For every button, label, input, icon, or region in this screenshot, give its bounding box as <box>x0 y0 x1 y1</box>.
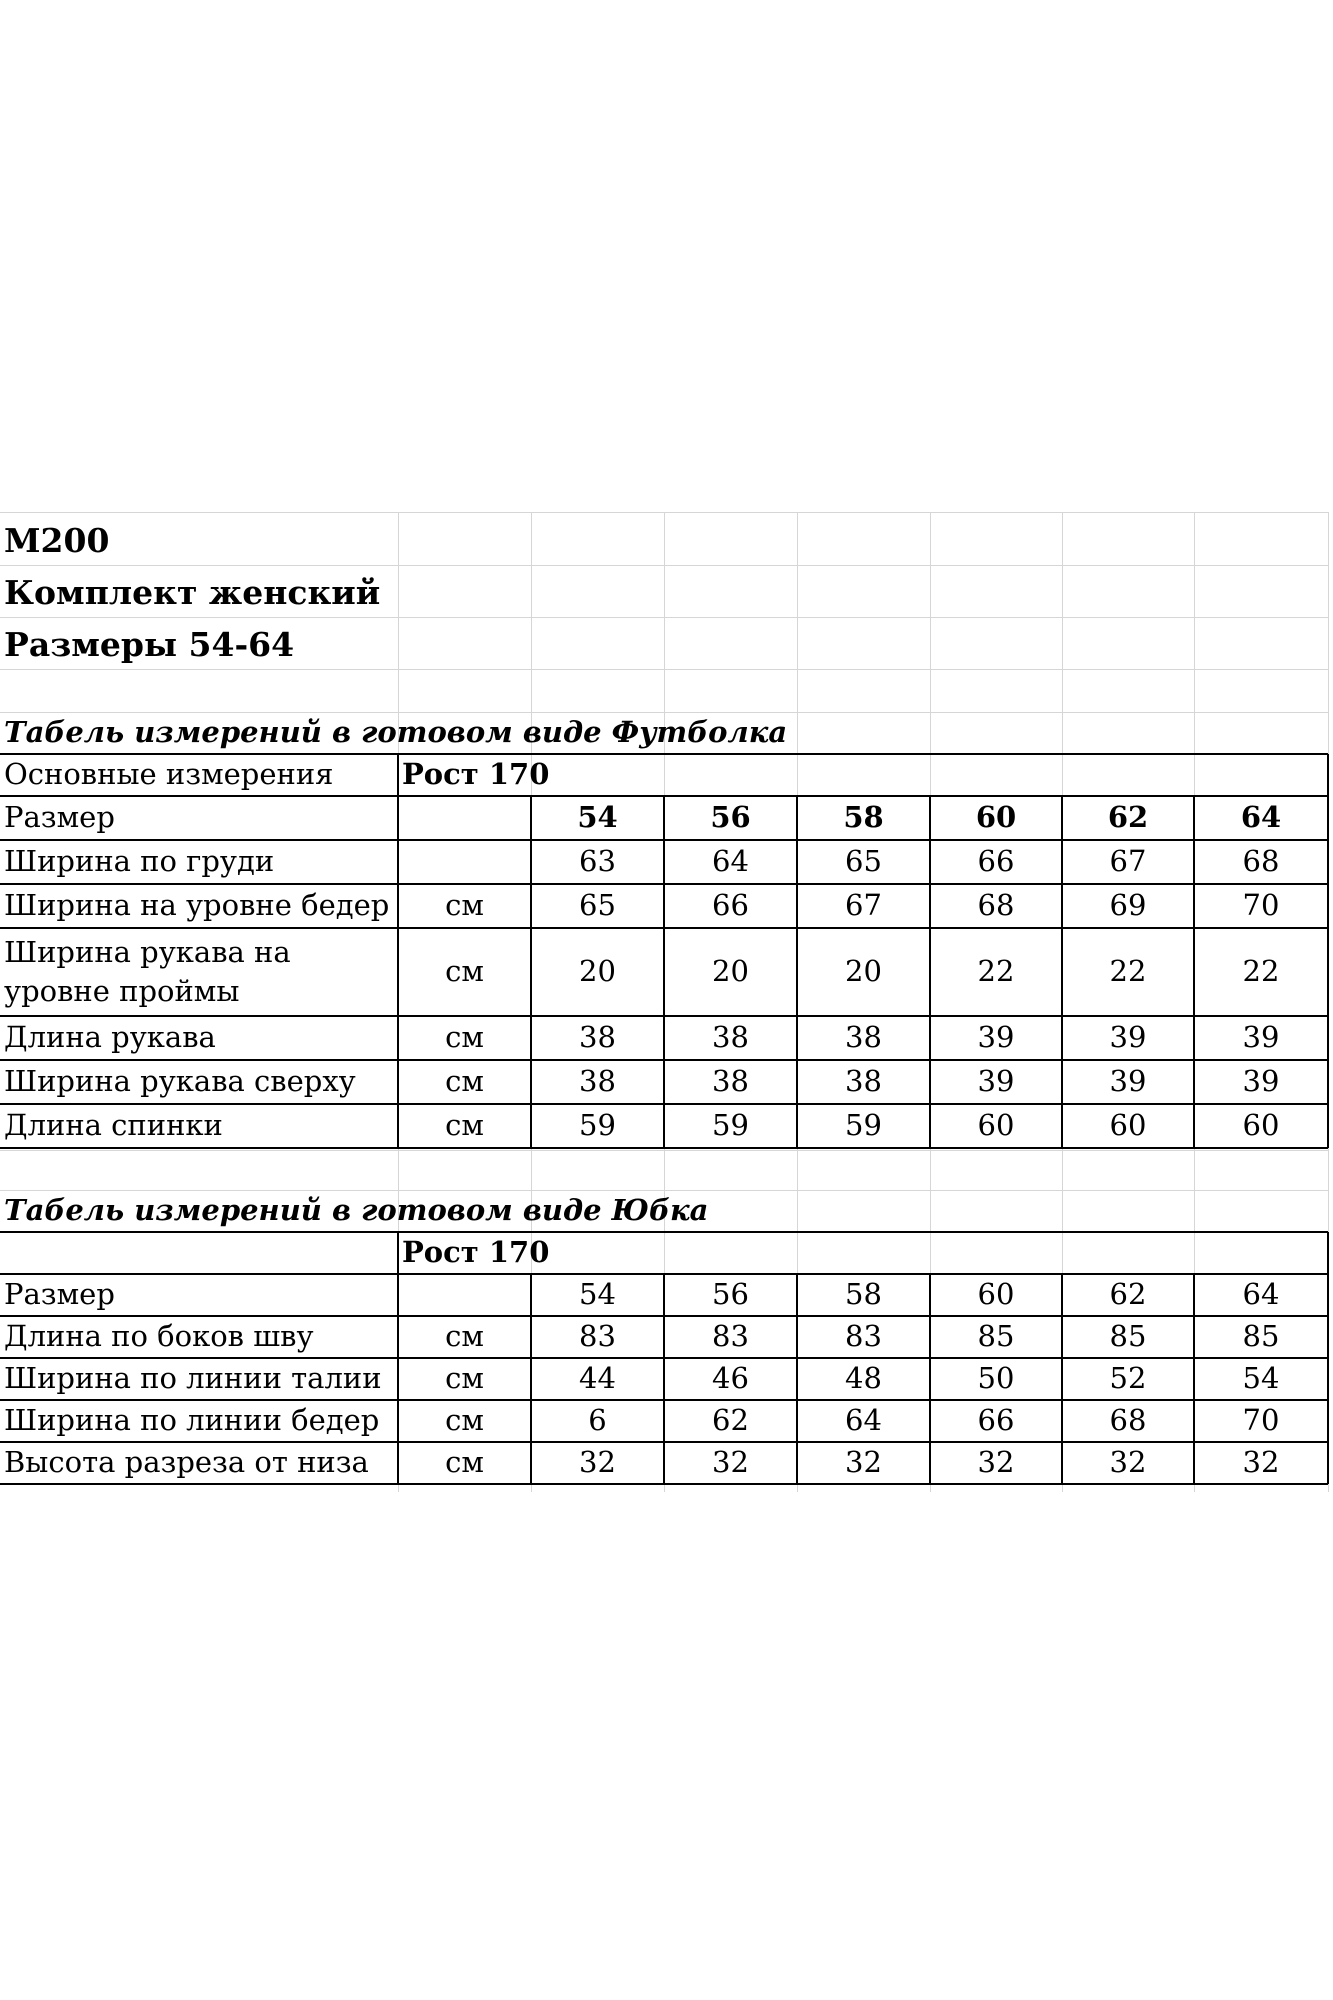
size-value: 83 <box>712 1319 749 1354</box>
size-value: 39 <box>977 1020 1015 1055</box>
table-border <box>397 796 399 1148</box>
row-label: Ширина рукава сверху <box>4 1064 356 1099</box>
table-border <box>1327 796 1329 1148</box>
size-value: 65 <box>845 844 882 879</box>
size-value: 44 <box>579 1361 616 1396</box>
size-value: 22 <box>977 954 1015 989</box>
size-value: 32 <box>1242 1445 1280 1480</box>
size-value: 32 <box>977 1445 1015 1480</box>
size-value: 60 <box>977 1277 1015 1312</box>
size-value: 66 <box>712 888 749 923</box>
unit-cell: см <box>445 1020 484 1055</box>
unit-cell: см <box>445 888 484 923</box>
size-value: 68 <box>1109 1403 1147 1438</box>
size-value: 39 <box>977 1064 1015 1099</box>
table-border <box>929 796 931 1148</box>
size-value: 56 <box>710 800 751 835</box>
size-value: 60 <box>975 800 1017 835</box>
model-code: М200 <box>4 520 110 560</box>
size-value: 54 <box>579 1277 616 1312</box>
size-value: 66 <box>977 844 1015 879</box>
size-value: 38 <box>579 1020 616 1055</box>
row-label: Размер <box>4 800 115 835</box>
size-value: 32 <box>579 1445 616 1480</box>
table-border <box>397 754 399 796</box>
gridline <box>0 1150 1328 1151</box>
row-label: Длина по боков шву <box>4 1319 314 1354</box>
size-value: 22 <box>1242 954 1280 989</box>
height-label: Рост 170 <box>402 1235 550 1270</box>
row-label: Ширина по линии бедер <box>4 1403 380 1438</box>
size-value: 39 <box>1242 1020 1280 1055</box>
size-value: 54 <box>1242 1361 1280 1396</box>
table-border <box>1061 1274 1063 1484</box>
size-value: 64 <box>1242 1277 1280 1312</box>
size-value: 39 <box>1109 1064 1147 1099</box>
size-value: 50 <box>977 1361 1015 1396</box>
size-value: 38 <box>712 1064 749 1099</box>
unit-cell: см <box>445 1403 484 1438</box>
size-value: 85 <box>977 1319 1015 1354</box>
table-border <box>663 1274 665 1484</box>
size-value: 32 <box>845 1445 882 1480</box>
size-value: 66 <box>977 1403 1015 1438</box>
unit-cell: см <box>445 1361 484 1396</box>
size-value: 60 <box>977 1108 1015 1143</box>
table-border <box>1327 754 1329 796</box>
size-value: 69 <box>1109 888 1147 923</box>
size-value: 67 <box>1109 844 1147 879</box>
size-value: 60 <box>1242 1108 1280 1143</box>
table-border <box>796 1274 798 1484</box>
size-value: 67 <box>845 888 882 923</box>
row-label: Высота разреза от низа <box>4 1445 369 1480</box>
unit-cell: см <box>445 1108 484 1143</box>
row-label: Ширина рукава на уровне проймы <box>4 934 291 1008</box>
row-label: Ширина по линии талии <box>4 1361 382 1396</box>
size-value: 63 <box>579 844 616 879</box>
unit-cell: см <box>445 1319 484 1354</box>
size-value: 39 <box>1242 1064 1280 1099</box>
size-value: 62 <box>1107 800 1149 835</box>
unit-cell <box>398 1274 531 1316</box>
row-label: Длина рукава <box>4 1020 216 1055</box>
basic-measurements-label: Основные измерения <box>4 757 334 792</box>
size-value: 65 <box>579 888 616 923</box>
size-value: 59 <box>579 1108 616 1143</box>
table-border <box>1193 796 1195 1148</box>
table-border <box>929 1274 931 1484</box>
size-value: 32 <box>712 1445 749 1480</box>
size-value: 68 <box>977 888 1015 923</box>
size-value: 32 <box>1109 1445 1147 1480</box>
size-value: 38 <box>579 1064 616 1099</box>
size-value: 52 <box>1109 1361 1147 1396</box>
size-value: 38 <box>845 1020 882 1055</box>
table-border <box>1327 1232 1329 1274</box>
size-value: 64 <box>845 1403 882 1438</box>
row-label: Ширина на уровне бедер <box>4 888 390 923</box>
size-value: 64 <box>712 844 749 879</box>
size-value: 83 <box>579 1319 616 1354</box>
table-border <box>663 796 665 1148</box>
table-border <box>530 796 532 1148</box>
gridline <box>0 512 1328 513</box>
size-value: 46 <box>712 1361 749 1396</box>
unit-cell: см <box>445 1064 484 1099</box>
size-value: 20 <box>579 954 616 989</box>
size-value: 68 <box>1242 844 1280 879</box>
table-border <box>796 796 798 1148</box>
size-value: 56 <box>712 1277 749 1312</box>
tshirt-table-title: Табель измерений в готовом виде Футболка <box>4 715 788 750</box>
size-value: 6 <box>588 1403 607 1438</box>
size-value: 70 <box>1242 1403 1280 1438</box>
row-label: Длина спинки <box>4 1108 223 1143</box>
unit-cell: см <box>445 1445 484 1480</box>
table-border <box>530 1274 532 1484</box>
table-border <box>1193 1274 1195 1484</box>
size-value: 58 <box>845 1277 882 1312</box>
size-value: 48 <box>845 1361 882 1396</box>
size-value: 20 <box>845 954 882 989</box>
height-label: Рост 170 <box>402 757 550 792</box>
size-value: 54 <box>577 800 618 835</box>
size-value: 64 <box>1240 800 1282 835</box>
size-value: 20 <box>712 954 749 989</box>
table-border <box>1327 1274 1329 1484</box>
unit-cell <box>398 840 531 884</box>
row-label: Размер <box>4 1277 115 1312</box>
unit-cell: см <box>445 954 484 989</box>
size-value: 83 <box>845 1319 882 1354</box>
size-value: 22 <box>1109 954 1147 989</box>
row-label: Ширина по груди <box>4 844 275 879</box>
size-value: 38 <box>845 1064 882 1099</box>
size-value: 85 <box>1242 1319 1280 1354</box>
product-name: Комплект женский <box>4 572 381 612</box>
size-value: 62 <box>1109 1277 1147 1312</box>
table-border <box>397 1274 399 1484</box>
size-value: 39 <box>1109 1020 1147 1055</box>
table-border <box>397 1232 399 1274</box>
size-range: Размеры 54-64 <box>4 624 295 664</box>
table-border <box>1061 796 1063 1148</box>
size-value: 38 <box>712 1020 749 1055</box>
size-value: 70 <box>1242 888 1280 923</box>
size-value: 58 <box>843 800 884 835</box>
size-value: 60 <box>1109 1108 1147 1143</box>
skirt-table-title: Табель измерений в готовом виде Юбка <box>4 1193 709 1228</box>
size-value: 59 <box>845 1108 882 1143</box>
size-value: 85 <box>1109 1319 1147 1354</box>
size-value: 59 <box>712 1108 749 1143</box>
unit-cell <box>398 796 531 840</box>
size-value: 62 <box>712 1403 749 1438</box>
